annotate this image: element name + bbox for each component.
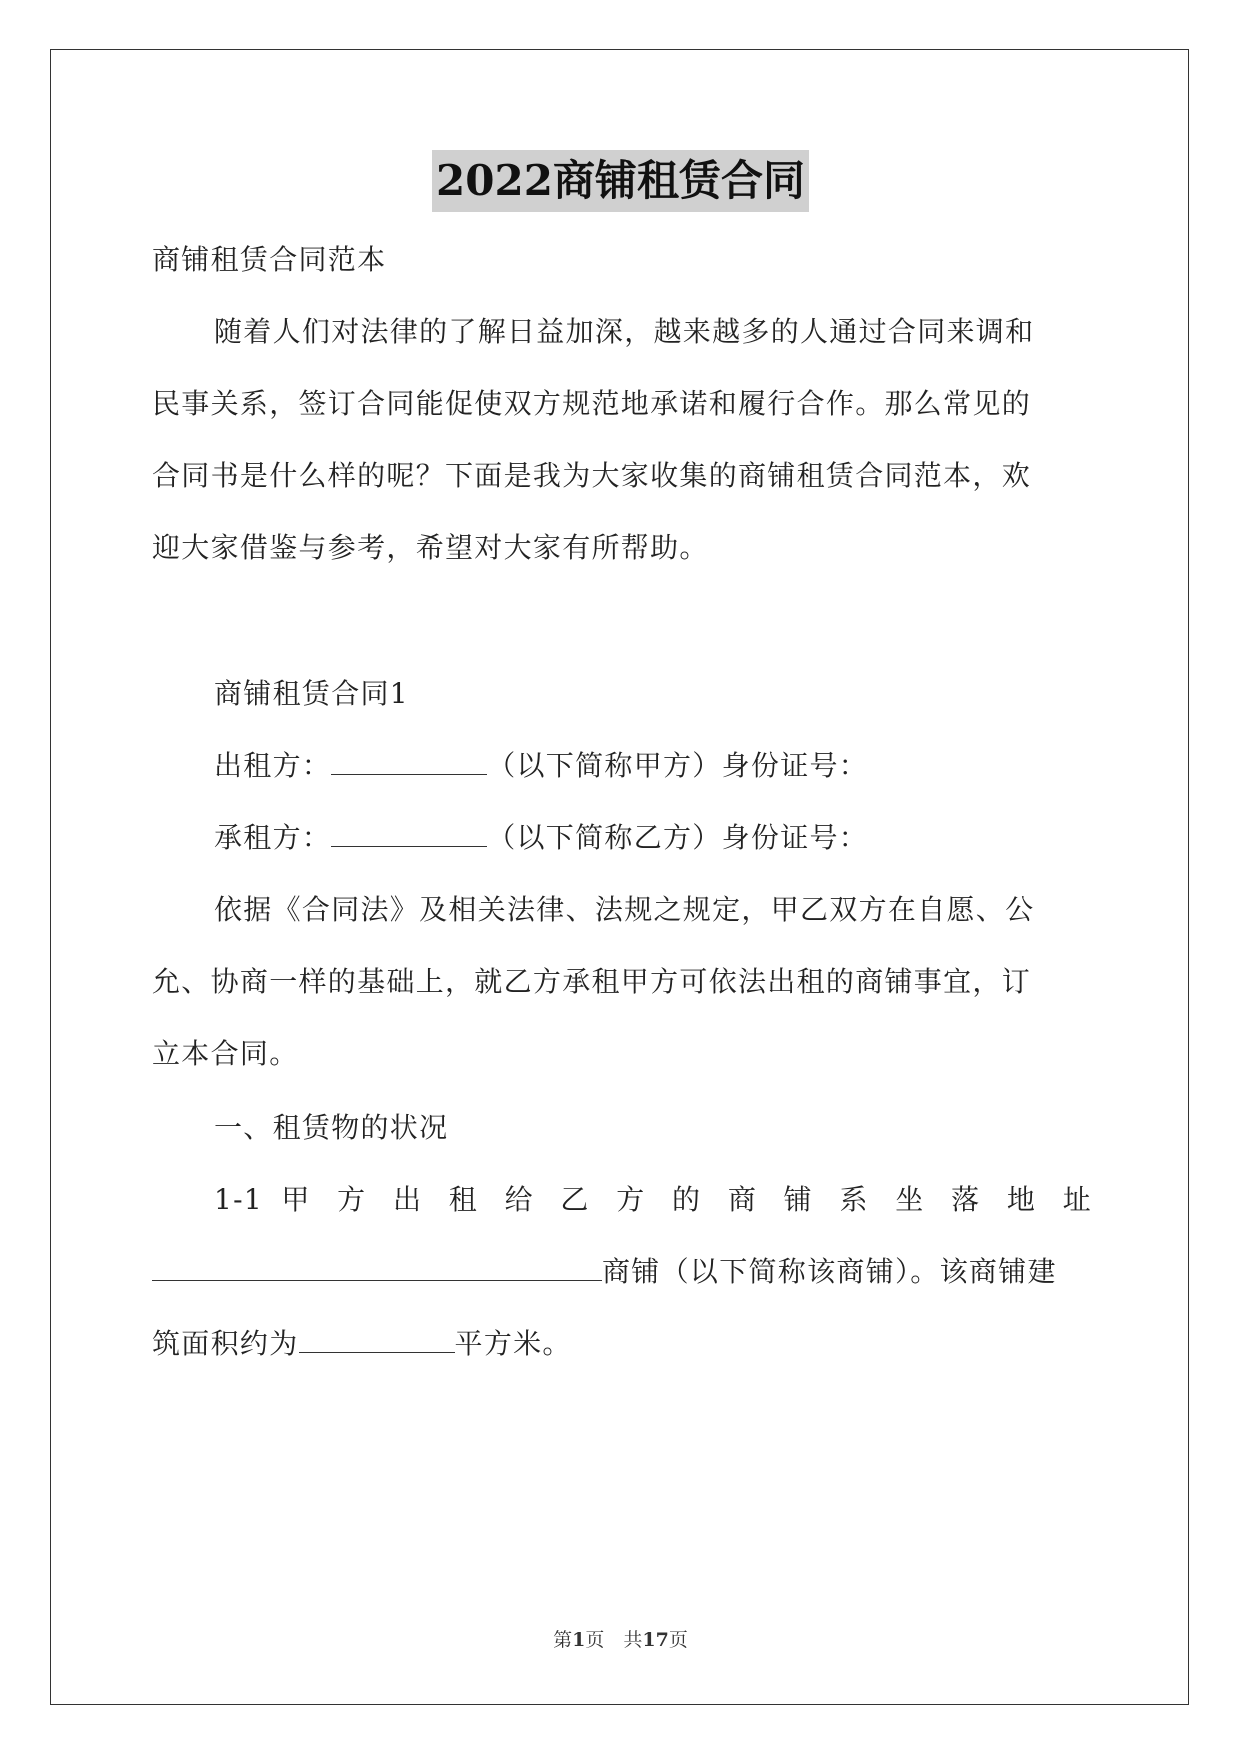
basis-line-2: 允、协商一样的基础上，就乙方承租甲方可依法出租的商铺事宜，订 [152, 965, 1032, 998]
address-blank [152, 1252, 602, 1281]
clause-heading: 一、租赁物的状况 [214, 1111, 449, 1144]
footer-suffix: 页 [668, 1629, 688, 1651]
footer-page-number: 1 [572, 1629, 586, 1651]
footer-mid: 页 共 [585, 1629, 643, 1651]
footer-total-pages: 17 [642, 1629, 669, 1651]
document-title: 2022商铺租赁合同 [432, 150, 809, 212]
intro-line-3: 合同书是什么样的呢？下面是我为大家收集的商铺租赁合同范本，欢 [152, 459, 1032, 492]
subtitle: 商铺租赁合同范本 [152, 243, 387, 276]
lessor-line [214, 746, 1092, 786]
clause-1-1-line-2 [152, 1252, 1092, 1292]
intro-line-4: 迎大家借鉴与参考，希望对大家有所帮助。 [152, 531, 709, 564]
lessee-label: 承租方： [214, 821, 332, 854]
footer-prefix: 第 [553, 1629, 573, 1651]
lessor-label: 出租方： [214, 749, 332, 782]
lessor-suffix: （以下简称甲方）身份证号： [487, 749, 869, 782]
section-heading: 商铺租赁合同1 [214, 677, 409, 710]
area-blank [299, 1324, 455, 1353]
intro-line-2: 民事关系，签订合同能促使双方规范地承诺和履行合作。那么常见的 [152, 387, 1032, 420]
basis-line-3: 立本合同。 [152, 1037, 299, 1070]
lessee-suffix: （以下简称乙方）身份证号： [487, 821, 869, 854]
title-container [0, 150, 1241, 212]
clause-1-1-line-3 [152, 1324, 1092, 1364]
area-suffix: 平方米。 [454, 1327, 572, 1360]
page-border [50, 49, 1189, 1705]
area-prefix: 筑面积约为 [152, 1327, 299, 1360]
clause-1-1-line-2-text: 商铺（以下简称该商铺）。该商铺建 [602, 1255, 1057, 1288]
page-footer [0, 1628, 1241, 1652]
clause-1-1-line-1: 1-1 甲 方 出 租 给 乙 方 的 商 铺 系 坐 落 地 址 [214, 1183, 1092, 1216]
intro-line-1: 随着人们对法律的了解日益加深，越来越多的人通过合同来调和 [214, 315, 1035, 348]
lessee-name-blank [331, 818, 487, 847]
lessee-line [214, 818, 1092, 858]
lessor-name-blank [331, 746, 487, 775]
basis-line-1: 依据《合同法》及相关法律、法规之规定，甲乙双方在自愿、公 [214, 893, 1035, 926]
